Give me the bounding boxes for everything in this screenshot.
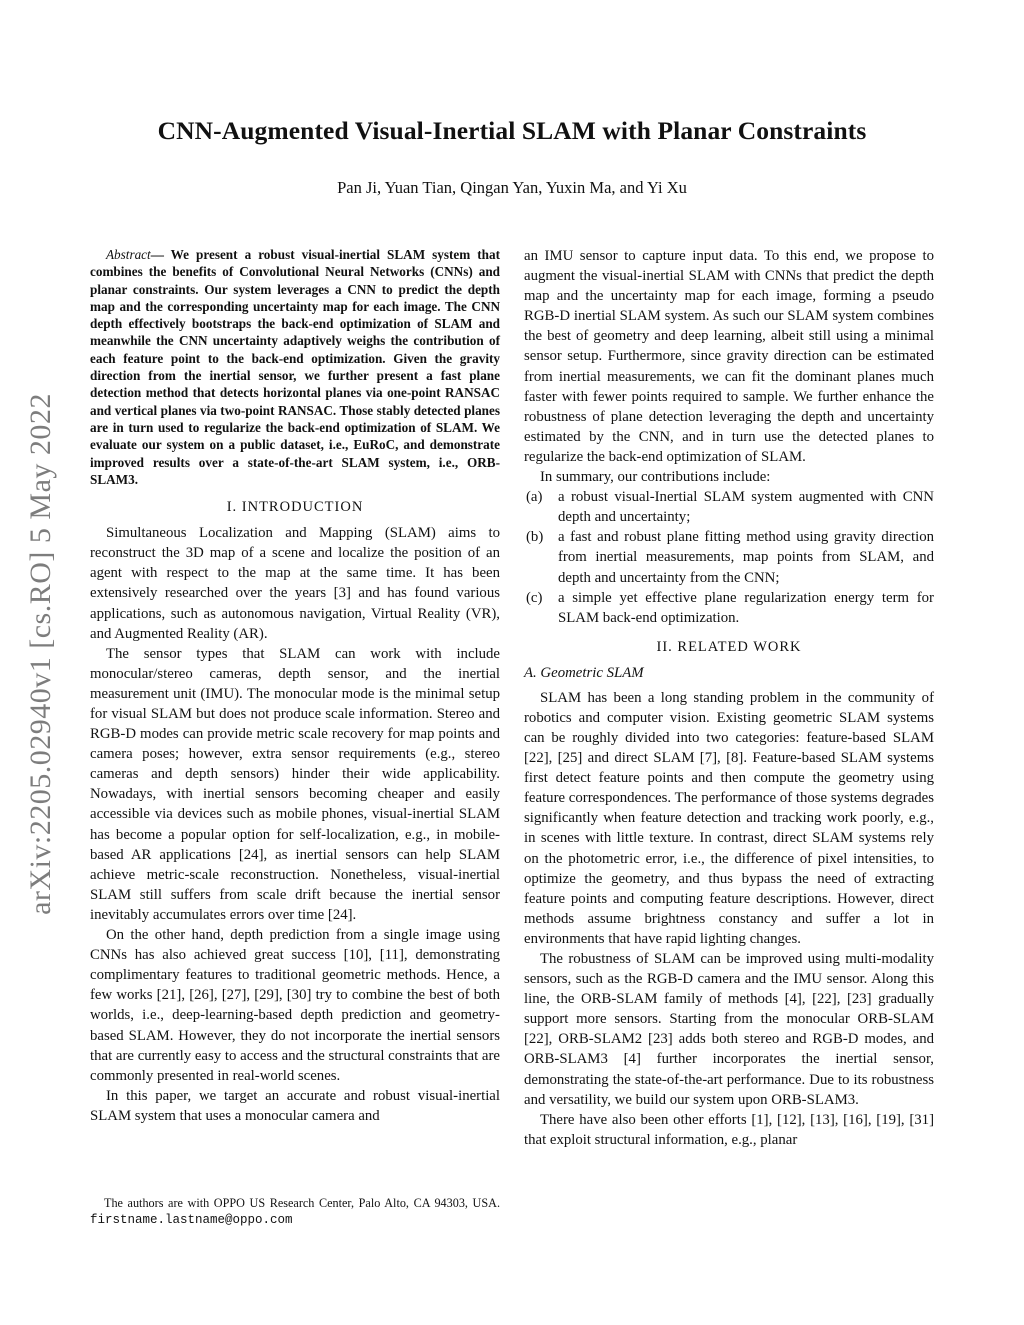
abstract-text: — We present a robust visual-inertial SLAM system that combines the benefits of Convolutional Neural Networks (CNNs) and planar constraints. Our system leverages a CNN to predict the depth map and the corresponding uncertainty map for each image. The CNN depth effectively bootstraps the back-end optimization of SLAM and meanwhile the CNN uncertainty adaptively weighs the contribution of each feature point to the back-end optimization. Given the gravity direction from the inertial sensor, we further present a fast plane detection method that detects horizontal planes via one-point RANSAC and vertical planes via two-point RANSAC. Those stably detected planes are in turn used to regularize the back-end optimization of SLAM. We evaluate our system on a public dataset, i.e., EuRoC, and demonstrate improved results over a state-of-the-art SLAM system, i.e., ORB-SLAM3.	[90, 247, 500, 487]
intro-paragraph-3: On the other hand, depth prediction from a single image using CNNs has also achieved great success [10], [11], demonstrating complimentary features to traditional geometric methods. Hence, a few works [21], [26], [27], [29], [30] try to combine the best of both worlds, i.e., deep-learning-based depth prediction and geometry-based SLAM. However, they do not incorporate the inertial sensors that are currently easy to access and the structural constraints that are commonly presented in real-world scenes.	[90, 927, 500, 1084]
list-item-text: a fast and robust plane fitting method using gravity direction from inertial measurements, map points from SLAM, and depth and uncertainty from the CNN;	[558, 529, 934, 586]
footnote	[90, 1196, 500, 1228]
abstract-label: Abstract	[106, 247, 151, 262]
arxiv-id: arXiv:2205.02940v1 [cs.RO] 5 May 2022	[24, 393, 57, 915]
intro-paragraph-1: Simultaneous Localization and Mapping (SLAM) aims to reconstruct the 3D map of a scene and localize the position of an agent with respect to the map at the same time. It has been extensively researched over the years [3] and has found various applications, such as autonomous navigation, Virtual Reality (VR), and Augmented Reality (AR).	[90, 525, 500, 642]
list-marker: (c)	[526, 589, 543, 606]
contribution-list	[524, 487, 934, 628]
right-paragraph-2: In summary, our contributions include:	[540, 469, 771, 486]
right-column	[524, 246, 934, 1150]
list-item-text: a simple yet effective plane regularization energy term for SLAM back-end optimization.	[558, 589, 934, 626]
left-column	[90, 246, 500, 1126]
related-paragraph-1: SLAM has been a long standing problem in the community of robotics and computer vision. Existing geometric SLAM systems can be roughly divided into two categories: feature-based SLAM [22], [25] and direct SLAM [7], [8]. Feature-based SLAM systems first detect feature points and then compute the geometry using feature correspondences. The performance of those systems degrades significantly when feature detection and tracking work poorly, e.g., in scenes with little texture. In contrast, direct SLAM systems rely on the photometric error, i.e., the difference of pixel intensities, to optimize the geometry, and thus bypass the need of extracting feature points and computing feature descriptions. However, direct methods assume brightness constancy and suffer a lot in environments that have rapid lighting changes.	[524, 689, 934, 947]
arxiv-stamp	[20, 348, 62, 960]
right-paragraph-1: an IMU sensor to capture input data. To this end, we propose to augment the visual-inertial SLAM with CNNs that predict the depth map and the uncertainty map for each image, forming a pseudo RGB-D inertial SLAM system. As such our SLAM system combines the best of geometry and deep learning, albeit still using a minimal sensor setup. Furthermore, since gravity direction can be estimated from inertial measurements, we can fit the dominant planes much faster with fewer points required to sample. We further enhance the robustness of plane detection leveraging the depth and uncertainty estimated by the CNN, and in turn use the detected planes to regularize the back-end optimization of SLAM.	[524, 248, 934, 465]
list-item	[524, 487, 934, 527]
related-paragraph-3: There have also been other efforts [1], [12], [13], [16], [19], [31] that exploit structural information, e.g., planar	[524, 1111, 934, 1148]
list-marker: (b)	[526, 529, 544, 546]
list-item-text: a robust visual-Inertial SLAM system augmented with CNN depth and uncertainty;	[558, 489, 934, 526]
related-paragraph-2: The robustness of SLAM can be improved using multi-modality sensors, such as the RGB-D camera and the IMU sensor. Along this line, the ORB-SLAM family of methods [4], [22], [23] gradually support more sensors. Starting from the monocular ORB-SLAM [22], ORB-SLAM2 [23] adds both stereo and RGB-D modes, and ORB-SLAM3 [4] further incorporates the inertial sensor, demonstrating the state-of-the-art performance. Due to its robustness and versatility, we build our system upon ORB-SLAM3.	[524, 951, 934, 1108]
footnote-affiliation: The authors are with OPPO US Research Center, Palo Alto, CA 94303, USA.	[104, 1196, 500, 1210]
footnote-email: firstname.lastname@oppo.com	[90, 1212, 293, 1227]
list-marker: (a)	[526, 489, 543, 506]
paper-title: CNN-Augmented Visual-Inertial SLAM with Planar Constraints	[157, 116, 867, 145]
intro-paragraph-4: In this paper, we target an accurate and robust visual-inertial SLAM system that uses a monocular camera and	[90, 1087, 500, 1124]
intro-paragraph-2: The sensor types that SLAM can work with include monocular/stereo cameras, depth sensor, and the inertial measurement unit (IMU). The monocular mode is the minimal setup for visual SLAM but does not produce scale information. Stereo and RGB-D modes can provide metric scale recovery for map points and camera poses; however, extra sensor requirements (e.g., stereo cameras and depth sensors) hinder their wide applicability. Nowadays, with inertial sensors becoming cheaper and easily accessible via devices such as mobile phones, visual-inertial SLAM has become a popular option for self-localization, e.g., in mobile-based AR applications [24], as inertial sensors can help SLAM achieve metric-scale reconstruction. Nonetheless, visual-inertial SLAM still suffers from scale drift because the inertial sensor inevitably accumulates errors over time [24].	[90, 645, 500, 923]
section-heading-related-work: II. RELATED WORK	[656, 638, 802, 655]
footnote-text	[90, 1196, 500, 1228]
list-item	[524, 588, 934, 628]
paper-authors: Pan Ji, Yuan Tian, Qingan Yan, Yuxin Ma, and Yi Xu	[337, 178, 687, 197]
abstract	[90, 246, 500, 488]
section-heading-introduction: I. INTRODUCTION	[226, 499, 364, 516]
list-item	[524, 527, 934, 587]
subsection-heading-geometric-slam: A. Geometric SLAM	[524, 664, 644, 681]
